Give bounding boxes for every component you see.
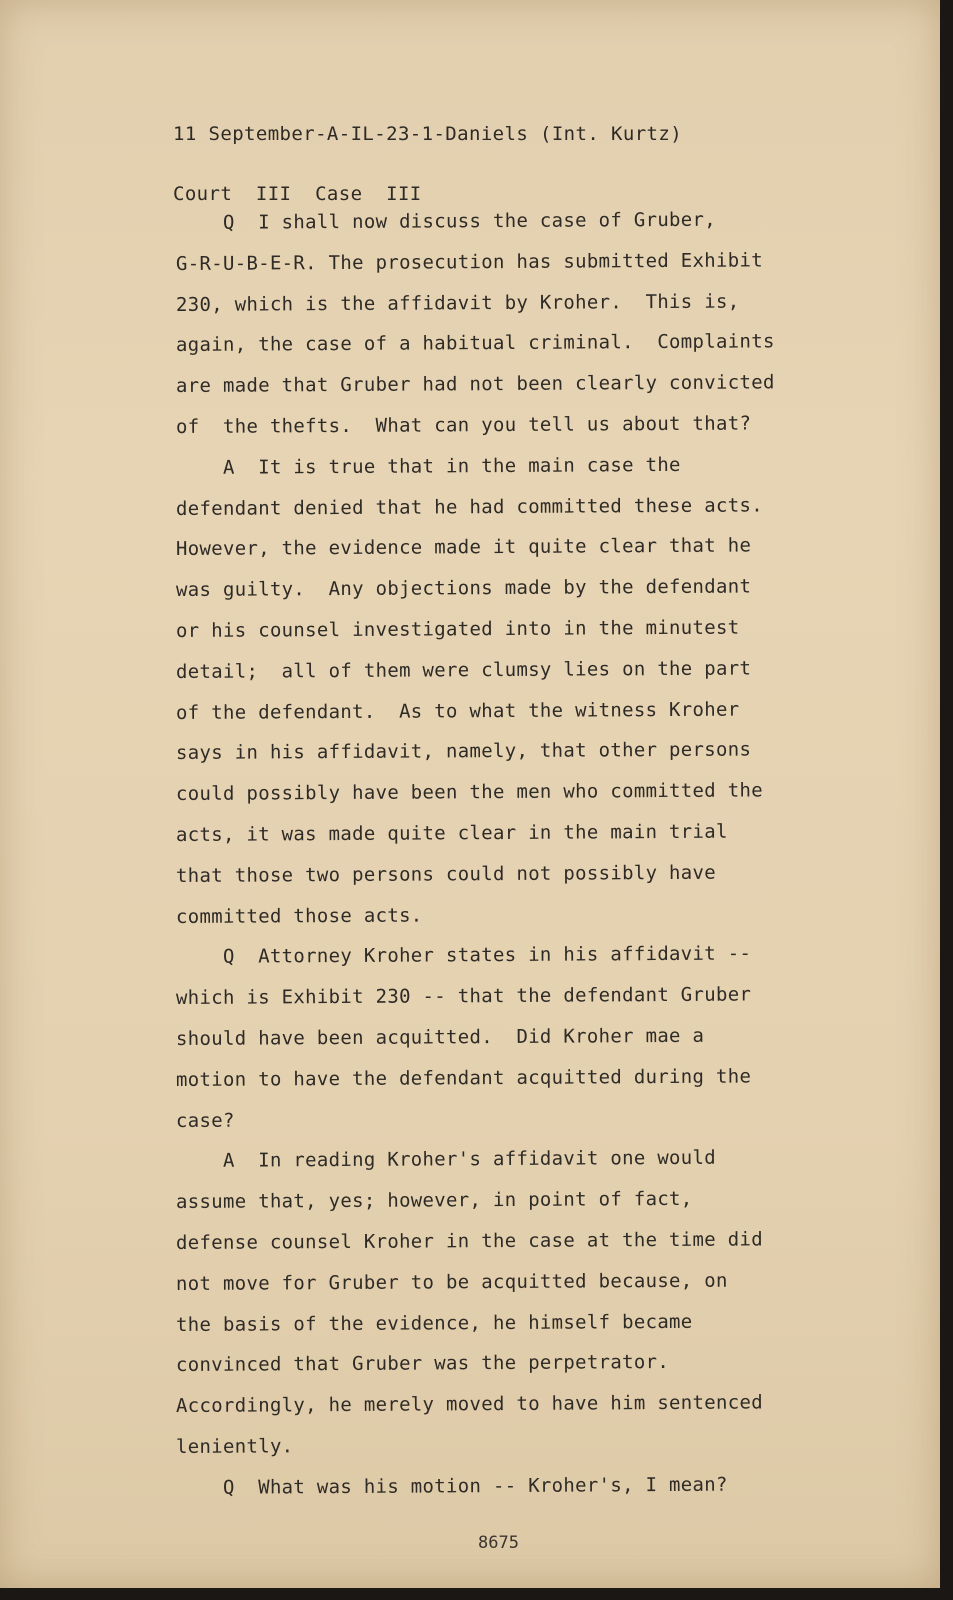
page-number: 8675 xyxy=(478,1533,519,1553)
transcript-line: which is Exhibit 230 -- that the defendant Gruber xyxy=(175,983,752,1010)
transcript-line: detail; all of them were clumsy lies on the part xyxy=(175,657,752,683)
transcript-body xyxy=(176,203,816,1509)
transcript-line: again, the case of a habitual criminal. Complaints xyxy=(175,330,775,357)
transcript-line: says in his affidavit, namely, that other persons xyxy=(175,738,752,765)
transcript-line: defense counsel Kroher in the case at the time did xyxy=(175,1228,764,1254)
transcript-line: Q I shall now discuss the case of Gruber, xyxy=(175,208,717,234)
transcript-line: committed those acts. xyxy=(175,904,423,928)
transcript-line: motion to have the defendant acquitted during the xyxy=(175,1065,752,1091)
transcript-line: G-R-U-B-E-R. The prosecution has submitted Exhibit xyxy=(175,249,764,275)
transcript-line: assume that, yes; however, in point of fact, xyxy=(175,1187,693,1214)
transcript-line: leniently. xyxy=(175,1435,294,1458)
transcript-line: was guilty. Any objections made by the defendant xyxy=(175,575,752,602)
transcript-line: should have been acquitted. Did Kroher mae a xyxy=(175,1024,705,1050)
transcript-line: Accordingly, he merely moved to have him sentenced xyxy=(175,1391,764,1418)
transcript-line: defendant denied that he had committed these acts. xyxy=(175,493,764,520)
transcript-line: of the thefts. What can you tell us about that? xyxy=(175,412,752,438)
transcript-line: acts, it was made quite clear in the main trial xyxy=(175,820,728,846)
transcript-line: are made that Gruber had not been clearly convicted xyxy=(175,371,775,398)
transcript-line: convinced that Gruber was the perpetrator. xyxy=(175,1351,670,1377)
transcript-line: A In reading Kroher's affidavit one would xyxy=(175,1147,717,1173)
transcript-line: of the defendant. As to what the witness Kroher xyxy=(175,698,740,724)
transcript-line: Q What was his motion -- Kroher's, I mean? xyxy=(175,1473,728,1499)
transcript-line: case? xyxy=(175,1109,235,1132)
transcript-line: could possibly have been the men who committed the xyxy=(175,779,764,806)
header-court-line: Court III Case III xyxy=(173,183,422,205)
transcript-line: However, the evidence made it quite clear that he xyxy=(175,534,752,561)
header-session-line: 11 September-A-IL-23-1-Daniels (Int. Kurtz) xyxy=(173,123,683,145)
transcript-line: 230, which is the affidavit by Kroher. This is, xyxy=(175,290,740,316)
transcript-line: not move for Gruber to be acquitted because, on xyxy=(175,1269,728,1295)
transcript-line: or his counsel investigated into in the minutest xyxy=(175,616,740,642)
transcript-line: that those two persons could not possibly have xyxy=(175,861,717,887)
transcript-line: the basis of the evidence, he himself became xyxy=(175,1310,693,1336)
transcript-line: Q Attorney Kroher states in his affidavit -- xyxy=(175,942,752,969)
transcript-line: A It is true that in the main case the xyxy=(175,453,681,479)
